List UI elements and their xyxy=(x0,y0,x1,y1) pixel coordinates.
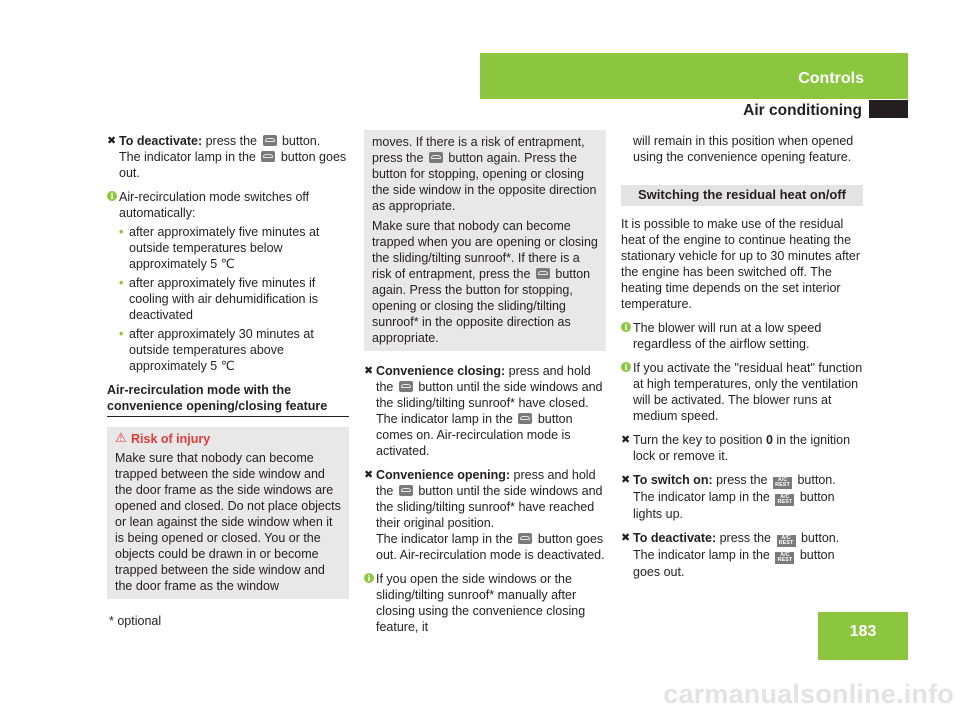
step-label: To deactivate: xyxy=(633,531,717,545)
step-text: button goes out. Air-recirculation mode is deactivated. xyxy=(376,532,605,562)
recirculation-button-icon xyxy=(518,413,532,424)
residual-heat-heading: Switching the residual heat on/off xyxy=(621,185,863,206)
deactivate-step xyxy=(621,530,863,580)
step-text: The indicator lamp in the xyxy=(376,532,517,546)
step-text: button until the side windows and the sliding/tilting sunroof* have reached their original position. xyxy=(376,484,603,530)
step-label: To deactivate: xyxy=(119,134,203,148)
bullet-text: after approximately five minutes if cooling with air dehumidification is deactivated xyxy=(129,276,318,322)
warning-continued-text xyxy=(372,134,598,214)
step-text: button. xyxy=(794,473,836,487)
step-text: press and hold the xyxy=(376,364,591,394)
bullet-item: • after approximately 30 minutes at outside temperatures above approximately 5 ℃ xyxy=(119,327,314,373)
box-text: button again. Press the button for stopping, opening or closing the side window in the opposite direction as appropriate. xyxy=(372,151,597,213)
step-arrow-icon: ✖ xyxy=(364,469,374,481)
step-arrow-icon: ✖ xyxy=(621,532,631,544)
warning-text: Make sure that nobody can become trapped between the side window and the door frame as the side windows are opened and closed. Do not place objects or lean against the side window when it is being opened or closed. You or the objects could be drawn in or become trapped between the side window and the door frame as the window xyxy=(115,451,341,593)
note-text: If you activate the "residual heat" function at high temperatures, only the ventilation will be activated. The blower runs at medium speed. xyxy=(633,361,863,423)
step-text: in the ignition lock or remove it. xyxy=(633,433,851,463)
recirculation-button-icon xyxy=(429,152,443,163)
warning-title xyxy=(115,431,341,447)
info-note xyxy=(621,320,863,352)
step-text: button. xyxy=(797,531,840,545)
column-right xyxy=(621,133,863,588)
step-arrow-icon: ✖ xyxy=(107,135,117,147)
ac-residual-button-icon: A/C REST xyxy=(775,494,794,506)
info-note xyxy=(364,571,606,635)
chapter-tab xyxy=(480,53,908,99)
step-text: press the xyxy=(716,531,775,545)
info-icon: i xyxy=(621,322,631,332)
note-text: The blower will run at a low speed regardless of the airflow setting. xyxy=(633,321,822,351)
warning-box-continued xyxy=(364,130,606,351)
box-text: Make sure that nobody can become trapped when you are opening or closing the sliding/tilting sunroof*. If there is a risk of entrapment, press the xyxy=(372,219,598,281)
recirculation-button-icon xyxy=(536,268,550,279)
step-label: To switch on: xyxy=(633,473,713,487)
step-arrow-icon: ✖ xyxy=(364,365,374,377)
step-text: The indicator lamp in the xyxy=(119,150,260,164)
info-icon: i xyxy=(107,191,117,201)
recirculation-button-icon xyxy=(263,135,277,146)
recirculation-button-icon xyxy=(518,533,532,544)
warning-triangle-icon: ⚠ xyxy=(115,430,127,445)
ignition-step xyxy=(621,432,863,464)
section-title: Air conditioning xyxy=(743,102,862,119)
step-text: The indicator lamp in the xyxy=(633,548,774,562)
step-text: button comes on. Air-recirculation mode is activated. xyxy=(376,412,573,458)
info-note xyxy=(107,189,349,374)
residual-heat-intro: It is possible to make use of the residual heat of the engine to continue heating the stationary vehicle for up to 30 minutes after the engine has been switched off. The heating time depends on the set interior temperature. xyxy=(621,217,861,311)
warning-box xyxy=(107,427,349,599)
continued-note-text: will remain in this position when opened using the convenience opening feature. xyxy=(633,134,854,164)
watermark: carmanualsonline.info xyxy=(663,679,954,709)
key-position: 0 xyxy=(765,433,773,447)
footnote: * optional xyxy=(109,614,162,628)
box-text: button again. Press the button for stopping, opening or closing the sliding/tilting sunroof* in the opposite direction as appropriate. xyxy=(372,267,591,345)
subsection-heading: Air-recirculation mode with the convenience opening/closing feature xyxy=(107,382,349,417)
ac-residual-button-icon: A/C REST xyxy=(773,477,792,489)
step-text: press the xyxy=(712,473,771,487)
step-text: button. xyxy=(278,134,321,148)
bullet-item: • after approximately five minutes if cooling with air dehumidification is deactivated xyxy=(119,276,318,322)
step-text: press the xyxy=(202,134,261,148)
bullet-item: • after approximately five minutes at outside temperatures below approximately 5 ℃ xyxy=(119,225,320,271)
step-text: The indicator lamp in the xyxy=(376,412,517,426)
note-text: Air-recirculation mode switches off automatically: xyxy=(119,190,310,220)
ac-residual-button-icon: A/C REST xyxy=(777,535,796,547)
step-text: Turn the key to position xyxy=(633,433,766,447)
step-text: button goes out. xyxy=(119,150,347,180)
recirculation-button-icon xyxy=(399,381,413,392)
bullet-text: after approximately five minutes at outside temperatures below approximately 5 ℃ xyxy=(129,225,320,271)
convenience-closing-step xyxy=(364,363,606,459)
switch-on-step xyxy=(621,472,863,522)
recirculation-button-icon xyxy=(399,485,413,496)
step-text: button until the side windows and the sliding/tilting sunroof* have closed. xyxy=(376,380,603,410)
section-marker xyxy=(869,100,908,118)
column-middle xyxy=(364,133,606,643)
step-text: button lights up. xyxy=(633,490,835,521)
step-arrow-icon: ✖ xyxy=(621,474,631,486)
info-note xyxy=(621,360,863,424)
step-label: Convenience closing: xyxy=(376,364,506,378)
step-text: The indicator lamp in the xyxy=(633,490,774,504)
chapter-title: Controls xyxy=(798,70,864,87)
box-text: moves. If there is a risk of entrapment, press the xyxy=(372,135,585,165)
step-arrow-icon: ✖ xyxy=(621,434,631,446)
step-text: press and hold the xyxy=(376,468,596,498)
step-text: button goes out. xyxy=(633,548,835,579)
deactivate-step xyxy=(107,133,349,181)
page-number-box xyxy=(818,612,908,660)
ac-residual-button-icon: A/C REST xyxy=(775,552,794,564)
note-text: If you open the side windows or the sliding/tilting sunroof* manually after closing using the convenience closing feature, it xyxy=(376,572,586,634)
page-number: 183 xyxy=(849,623,877,640)
recirculation-button-icon xyxy=(261,151,275,162)
step-label: Convenience opening: xyxy=(376,468,511,482)
convenience-opening-step xyxy=(364,467,606,563)
warning-sunroof-text xyxy=(372,218,598,346)
bullet-text: after approximately 30 minutes at outside temperatures above approximately 5 ℃ xyxy=(129,327,314,373)
info-icon: i xyxy=(364,573,374,583)
info-icon: i xyxy=(621,362,631,372)
warning-title-text: Risk of injury xyxy=(131,432,211,446)
column-left xyxy=(107,133,349,599)
